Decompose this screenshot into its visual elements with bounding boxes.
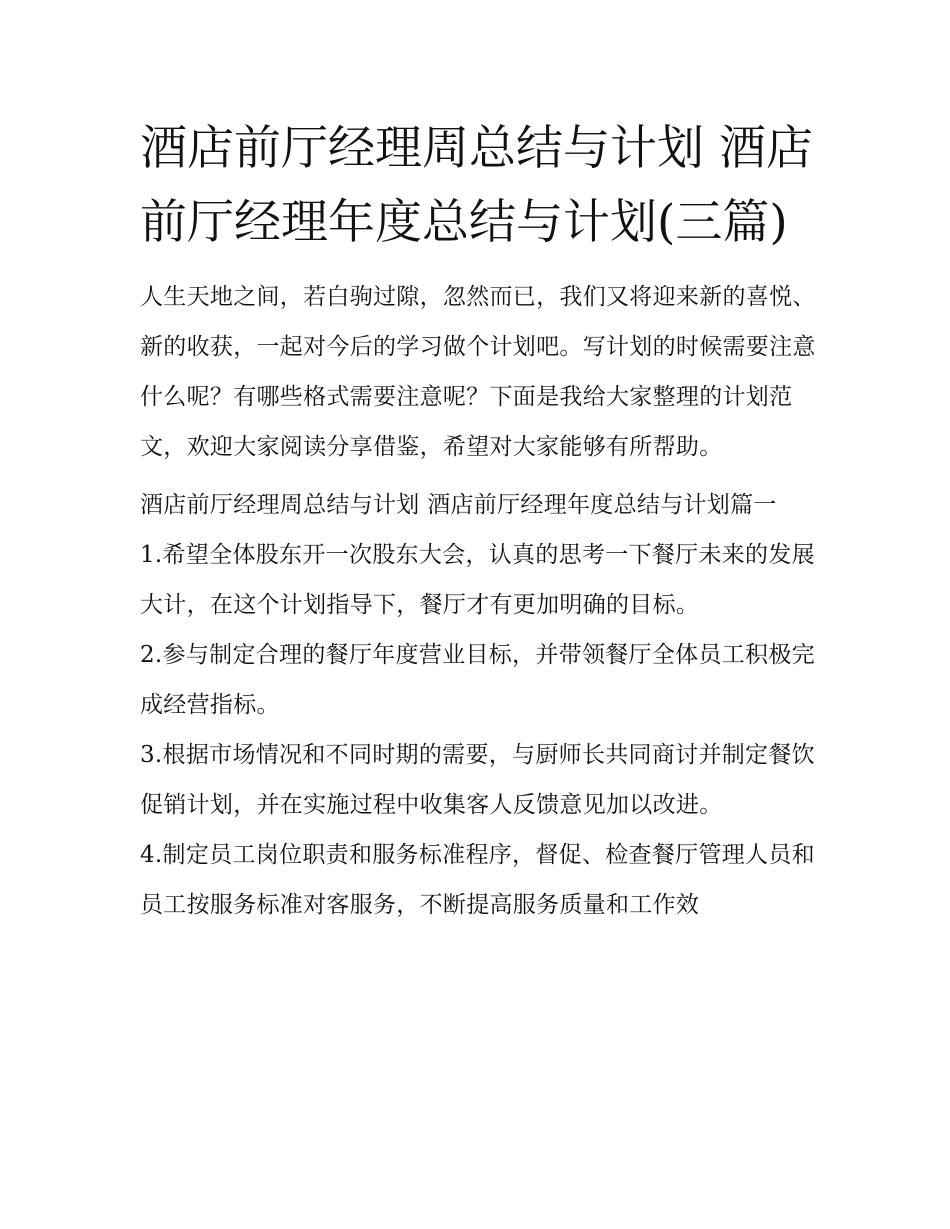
document-page xyxy=(140,112,820,930)
list-item: 4.制定员工岗位职责和服务标准程序，督促、检查餐厅管理人员和员工按服务标准对客服务，不断提高服务质量和工作效 xyxy=(140,842,815,918)
intro-paragraph: 人生天地之间，若白驹过隙，忽然而已，我们又将迎来新的喜悦、新的收获，一起对今后的学习做个计划吧。写计划的时候需要注意什么呢？有哪些格式需要注意呢？下面是我给大家整理的计划范文，欢迎大家阅读分享借鉴，希望对大家能够有所帮助。 xyxy=(140,284,816,460)
list-item: 2.参与制定合理的餐厅年度营业目标，并带领餐厅全体员工积极完成经营指标。 xyxy=(140,642,815,718)
document-title: 酒店前厅经理周总结与计划 酒店前厅经理年度总结与计划(三篇) xyxy=(140,121,813,250)
list-item: 3.根据市场情况和不同时期的需要，与厨师长共同商讨并制定餐饮促销计划，并在实施过程中收集客人反馈意见加以改进。 xyxy=(140,742,815,818)
section-heading: 酒店前厅经理周总结与计划 酒店前厅经理年度总结与计划篇一 xyxy=(140,492,777,518)
list-item: 1.希望全体股东开一次股东大会，认真的思考一下餐厅未来的发展大计，在这个计划指导下，餐厅才有更加明确的目标。 xyxy=(140,542,815,618)
